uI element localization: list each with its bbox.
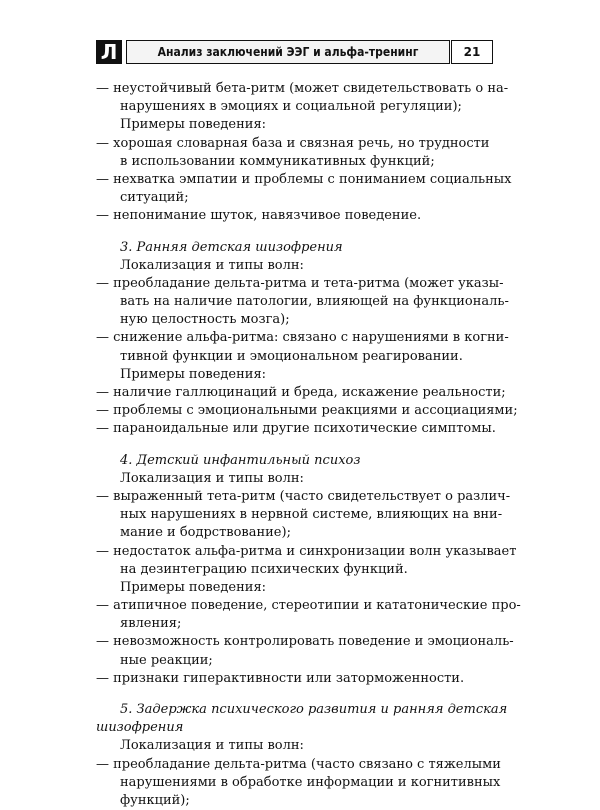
section-heading-line: 4. Детский инфантильный психоз	[120, 452, 361, 468]
text-line: ных нарушениях в нервной системе, влияющих на вни-	[120, 507, 503, 523]
text-line: Локализация и типы волн:	[120, 470, 304, 486]
text-line: — неустойчивый бета-ритм (может свидетельствовать о на-	[96, 81, 509, 96]
text-line: тивной функции и эмоциональном реагировании.	[120, 348, 463, 364]
section-heading-line: 3. Ранняя детская шизофрения	[120, 239, 343, 255]
text-line: Примеры поведения:	[120, 579, 267, 595]
text-line: — недостаток альфа-ритма и синхронизации волн указывает	[96, 543, 517, 559]
text-line: на дезинтеграцию психических функций.	[120, 561, 408, 577]
text-line: вать на наличие патологии, влияющей на функциональ-	[120, 294, 509, 310]
text-line: в использовании коммуникативных функций;	[120, 153, 435, 169]
text-line: Примеры поведения:	[120, 117, 267, 133]
text-line: нарушениями в обработке информации и когнитивных	[120, 774, 501, 790]
text-line: Локализация и типы волн:	[120, 257, 304, 273]
section-heading-line: 5. Задержка психического развития и ранняя детская	[120, 702, 508, 717]
text-line: — параноидальные или другие психотические симптомы.	[96, 421, 496, 437]
text-line: Примеры поведения:	[120, 366, 267, 382]
text-line: мание и бодрствование);	[120, 525, 291, 541]
text-line: — невозможность контролировать поведение и эмоциональ-	[96, 634, 514, 650]
text-line: нарушениях в эмоциях и социальной регуляции);	[120, 99, 462, 115]
text-line: — нехватка эмпатии и проблемы с пониманием социальных	[96, 171, 512, 187]
text-line: Локализация и типы волн:	[120, 738, 304, 754]
publisher-logo: Л	[96, 40, 122, 64]
text-line: — выраженный тета-ритм (часто свидетельствует о различ-	[96, 488, 511, 504]
running-header	[96, 40, 494, 64]
text-line: явления;	[120, 616, 182, 632]
paragraph-gap	[96, 688, 498, 701]
page-number: 21	[451, 40, 493, 64]
section-heading-line: шизофрения	[96, 720, 184, 736]
text-line: — преобладание дельта-ритма и тета-ритма (может указы-	[96, 275, 504, 291]
text-line: ные реакции;	[120, 652, 213, 668]
paragraph-gap	[96, 226, 498, 239]
running-title: Анализ заключений ЭЭГ и альфа-тренинг	[126, 40, 450, 64]
text-line: — преобладание дельта-ритма (часто связано с тяжелыми	[96, 756, 501, 772]
text-line: — снижение альфа-ритма: связано с нарушениями в когни-	[96, 330, 509, 346]
text-line: — хорошая словарная база и связная речь, но трудности	[96, 135, 490, 151]
paragraph-gap	[96, 439, 498, 452]
text-line: — наличие галлюцинаций и бреда, искажение реальности;	[96, 385, 506, 400]
text-line: — проблемы с эмоциональными реакциями и ассоциациями;	[96, 403, 518, 419]
text-line: — непонимание шуток, навязчивое поведение.	[96, 208, 422, 224]
text-line: функций);	[120, 792, 190, 808]
text-line: ситуаций;	[120, 190, 189, 206]
text-line: — признаки гиперактивности или заторможенности.	[96, 670, 465, 686]
page-body	[96, 80, 521, 810]
text-line: ную целостность мозга);	[120, 312, 290, 328]
text-line: — атипичное поведение, стереотипии и кататонические про-	[96, 598, 521, 614]
